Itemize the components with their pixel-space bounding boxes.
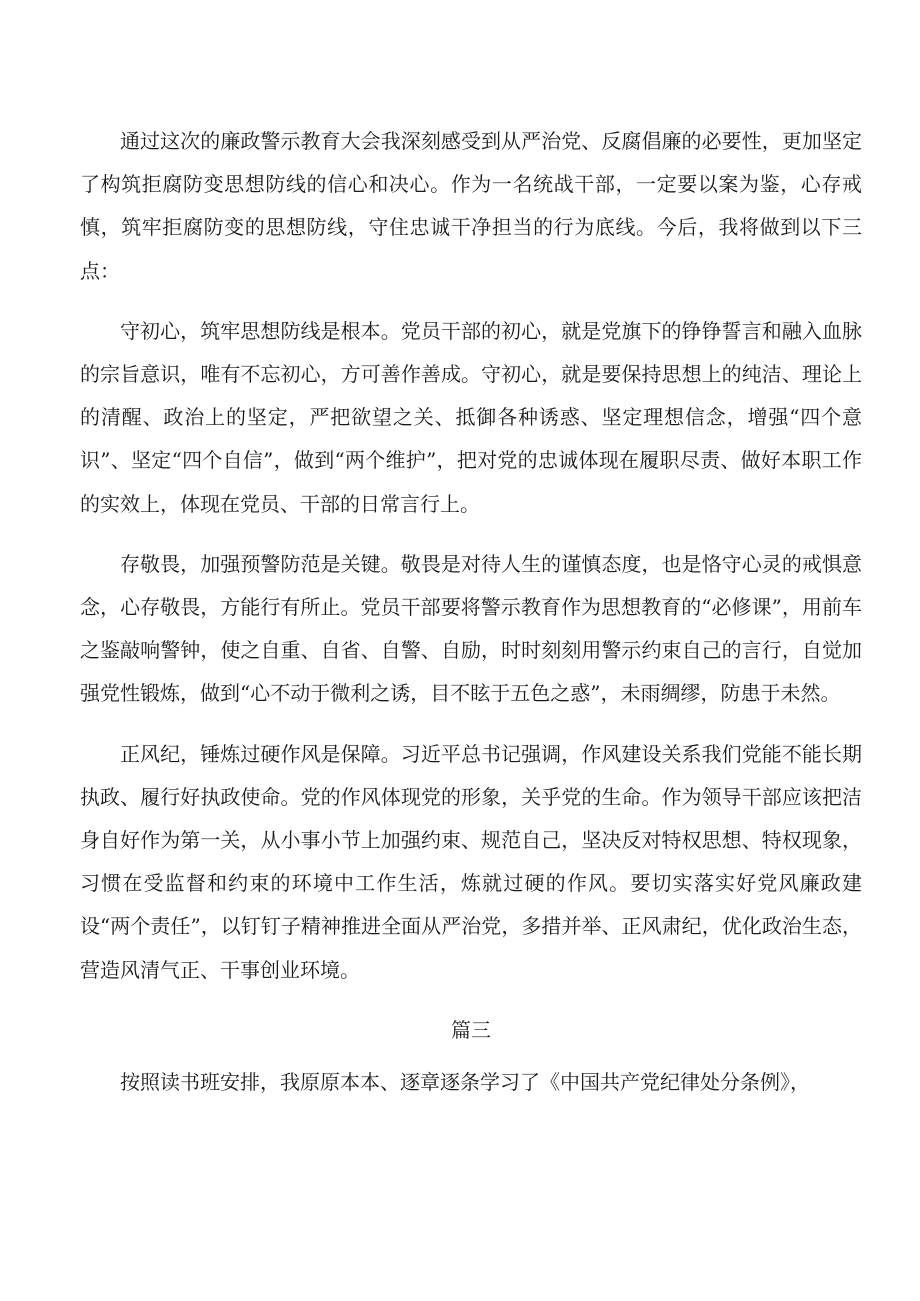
point-heading-2: 存敬畏，加强预警防范是关键。: [120, 551, 401, 576]
point-paragraph-2: [80, 543, 862, 716]
point-heading-1: 守初心，筑牢思想防线是根本。: [120, 318, 401, 343]
point-paragraph-3: [80, 733, 862, 992]
section-title: 篇三: [451, 1017, 491, 1042]
intro-paragraph: 通过这次的廉政警示教育大会我深刻感受到从严治党、反腐倡廉的必要性，更加坚定了构筑拒腐防变思想防线的信心和决心。作为一名统战干部，一定要以案为鉴，心存戒慎，筑牢拒腐防变的思想防线，守住忠诚干净担当的行为底线。今后，我将做到以下三点：: [80, 129, 862, 283]
point-body-2: 敬畏是对待人生的谨慎态度，也是恪守心灵的戒惧意念，心存敬畏，方能行有所止。党员干部要将警示教育作为思想教育的“必修课”，用前车之鉴敲响警钟，使之自重、自省、自警、自励，时时刻刻用警示约束自己的言行，自觉加强党性锻炼，做到“心不动于微利之诱，目不眩于五色之惑”，未雨绸缪，防患于未然。: [80, 551, 863, 706]
closing-paragraph: 按照读书班安排，我原原本本、逐章逐条学习了《中国共产党纪律处分条例》，: [120, 1070, 810, 1095]
document-body: [80, 120, 862, 1104]
point-paragraph-1: [80, 310, 862, 526]
point-body-1: 党员干部的初心，就是党旗下的铮铮誓言和融入血脉的宗旨意识，唯有不忘初心，方可善作善成。守初心，就是要保持思想上的纯洁、理论上的清醒、政治上的坚定，严把欲望之关、抵御各种诱惑、坚定理想信念，增强“四个意识”、坚定“四个自信”，做到“两个维护”，把对党的忠诚体现在履职尽责、做好本职工作的实效上，体现在党员、干部的日常言行上。: [80, 318, 863, 516]
point-body-3: 习近平总书记强调，作风建设关系我们党能不能长期执政、履行好执政使命。党的作风体现党的形象，关乎党的生命。作为领导干部应该把洁身自好作为第一关，从小事小节上加强约束、规范自己，坚决反对特权思想、特权现象，习惯在受监督和约束的环境中工作生活，炼就过硬的作风。要切实落实好党风廉政建设“两个责任”，以钉钉子精神推进全面从严治党，多措并举、正风肃纪，优化政治生态，营造风清气正、干事创业环境。: [80, 741, 863, 982]
point-heading-3: 正风纪，锤炼过硬作风是保障。: [120, 741, 401, 766]
